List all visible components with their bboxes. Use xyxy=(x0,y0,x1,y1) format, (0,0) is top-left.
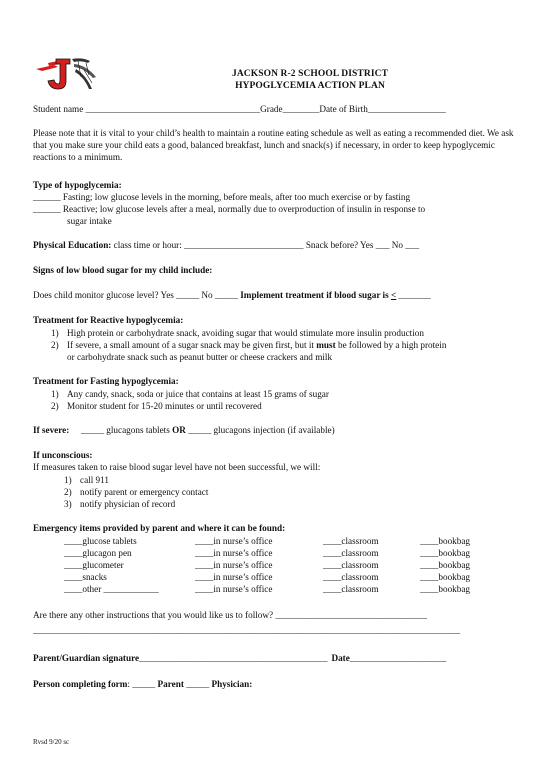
revision-note: Rvsd 9/20 sc xyxy=(33,738,70,746)
date-label: Date xyxy=(331,653,350,663)
district-name: JACKSON R-2 SCHOOL DISTRICT xyxy=(231,69,389,79)
parent-option: Parent xyxy=(157,679,184,689)
signature-line[interactable] xyxy=(33,653,446,664)
emergency-item[interactable]: ____glucometer xyxy=(64,560,124,570)
person-completing-label: Person completing form xyxy=(33,679,128,689)
nurse-office-option[interactable]: ____in nurse’s office xyxy=(195,536,273,546)
bookbag-option[interactable]: ____bookbag xyxy=(420,560,471,570)
person-completing-line[interactable]: Person completing form: _____ Parent _____ Physician: xyxy=(33,679,253,689)
fasting-item-1: 1) Any candy, snack, soda or juice that contains at least 15 grams of sugar xyxy=(51,389,329,399)
classroom-option[interactable]: ____classroom xyxy=(323,584,379,594)
bookbag-option[interactable]: ____bookbag xyxy=(420,572,471,582)
or-label: OR xyxy=(172,425,186,435)
signature-field[interactable]: _________________________________________ xyxy=(139,653,328,663)
intro-paragraph: Please note that it is vital to your child’s health to maintain a routine eating schedule as well as eating a recommended diet. We ask that you make sure your child eats a good, balanced breakfast, lunch and snack(s) if necessary, in order to keep hypoglycemic reactions to a minimum. xyxy=(33,128,514,162)
bookbag-option[interactable]: ____bookbag xyxy=(420,584,471,594)
classroom-option[interactable]: ____classroom xyxy=(323,560,379,570)
other-instructions-blank[interactable]: _____________________________________________________________________________________________ xyxy=(33,625,461,635)
injection-option[interactable]: _____ glucagons injection (if available) xyxy=(185,425,335,435)
pe-label: Physical Education: xyxy=(33,240,112,250)
emergency-item[interactable]: ____glucose tablets xyxy=(64,536,137,546)
fasting-item-2: 2) Monitor student for 15-20 minutes or until recovered xyxy=(51,401,262,411)
pe-fields[interactable]: class time or hour: __________________________ Snack before? Yes ___ No ___ xyxy=(111,240,420,250)
student-info-line[interactable]: Student name ______________________________________Grade________Date of Birth_________________ xyxy=(33,104,446,114)
physical-education-line[interactable] xyxy=(33,240,419,251)
reactive-item-2-cont: or carbohydrate snack such as peanut butter or cheese crackers and milk xyxy=(67,352,333,362)
emergency-item[interactable]: ____snacks xyxy=(64,572,107,582)
emergency-heading: Emergency items provided by parent and where it can be found: xyxy=(33,523,286,533)
emergency-item[interactable]: ____other ____________ xyxy=(64,584,159,594)
unconscious-item-2: 2) notify parent or emergency contact xyxy=(64,487,209,497)
fasting-option[interactable]: ______ Fasting; low glucose levels in the morning, before meals, after too much exercise or by fasting xyxy=(33,192,411,202)
reactive-treatment-heading: Treatment for Reactive hypoglycemia: xyxy=(33,315,184,325)
bookbag-option[interactable]: ____bookbag xyxy=(420,548,471,558)
unconscious-intro: If measures taken to raise blood sugar level have not been successful, we will: xyxy=(33,462,321,472)
implement-label: Implement treatment if blood sugar is xyxy=(240,290,391,300)
signs-heading: Signs of low blood sugar for my child include: xyxy=(33,265,213,275)
bookbag-option[interactable]: ____bookbag xyxy=(420,536,471,546)
unconscious-item-1: 1) call 911 xyxy=(64,475,109,485)
reactive-item-2: 2) If severe, a small amount of a sugar snack may be given first, but it must be followed by a high protein xyxy=(51,340,447,350)
threshold-blank[interactable]: _______ xyxy=(396,290,431,300)
type-heading: Type of hypoglycemia: xyxy=(33,180,122,190)
date-field[interactable]: _____________________ xyxy=(349,653,447,663)
reactive-option[interactable]: ______ Reactive; low glucose levels after a meal, normally due to overproduction of insulin in response to xyxy=(33,204,426,214)
reactive-option-cont: sugar intake xyxy=(67,216,112,226)
classroom-option[interactable]: ____classroom xyxy=(323,536,379,546)
unconscious-item-3: 3) notify physician of record xyxy=(64,499,176,509)
monitor-question[interactable]: Does child monitor glucose level? Yes _____ No _____ xyxy=(33,290,241,300)
less-equal-symbol: < xyxy=(390,290,397,300)
tablets-option[interactable]: _____ glucagons tablets xyxy=(81,425,173,435)
nurse-office-option[interactable]: ____in nurse’s office xyxy=(195,572,273,582)
page-title: HYPOGLYCEMIA ACTION PLAN xyxy=(235,81,385,91)
severe-line[interactable] xyxy=(33,425,335,436)
emergency-item[interactable]: ____glucagon pen xyxy=(64,548,132,558)
classroom-option[interactable]: ____classroom xyxy=(323,548,379,558)
classroom-option[interactable]: ____classroom xyxy=(323,572,379,582)
unconscious-heading: If unconscious: xyxy=(33,450,93,460)
reactive-item-1: 1) High protein or carbohydrate snack, avoiding sugar that would stimulate more insulin production xyxy=(51,328,424,338)
monitor-line[interactable] xyxy=(33,290,431,301)
nurse-office-option[interactable]: ____in nurse’s office xyxy=(195,560,273,570)
nurse-office-option[interactable]: ____in nurse’s office xyxy=(195,584,273,594)
fasting-treatment-heading: Treatment for Fasting hypoglycemia: xyxy=(33,376,179,386)
severe-label: If severe: xyxy=(33,425,70,435)
other-instructions-line[interactable]: Are there any other instructions that you would like us to follow? _________________________________ xyxy=(33,610,427,620)
jackson-j-logo xyxy=(34,55,104,93)
physician-option: Physician: xyxy=(211,679,253,689)
nurse-office-option[interactable]: ____in nurse’s office xyxy=(195,548,273,558)
signature-label: Parent/Guardian signature xyxy=(33,653,140,663)
